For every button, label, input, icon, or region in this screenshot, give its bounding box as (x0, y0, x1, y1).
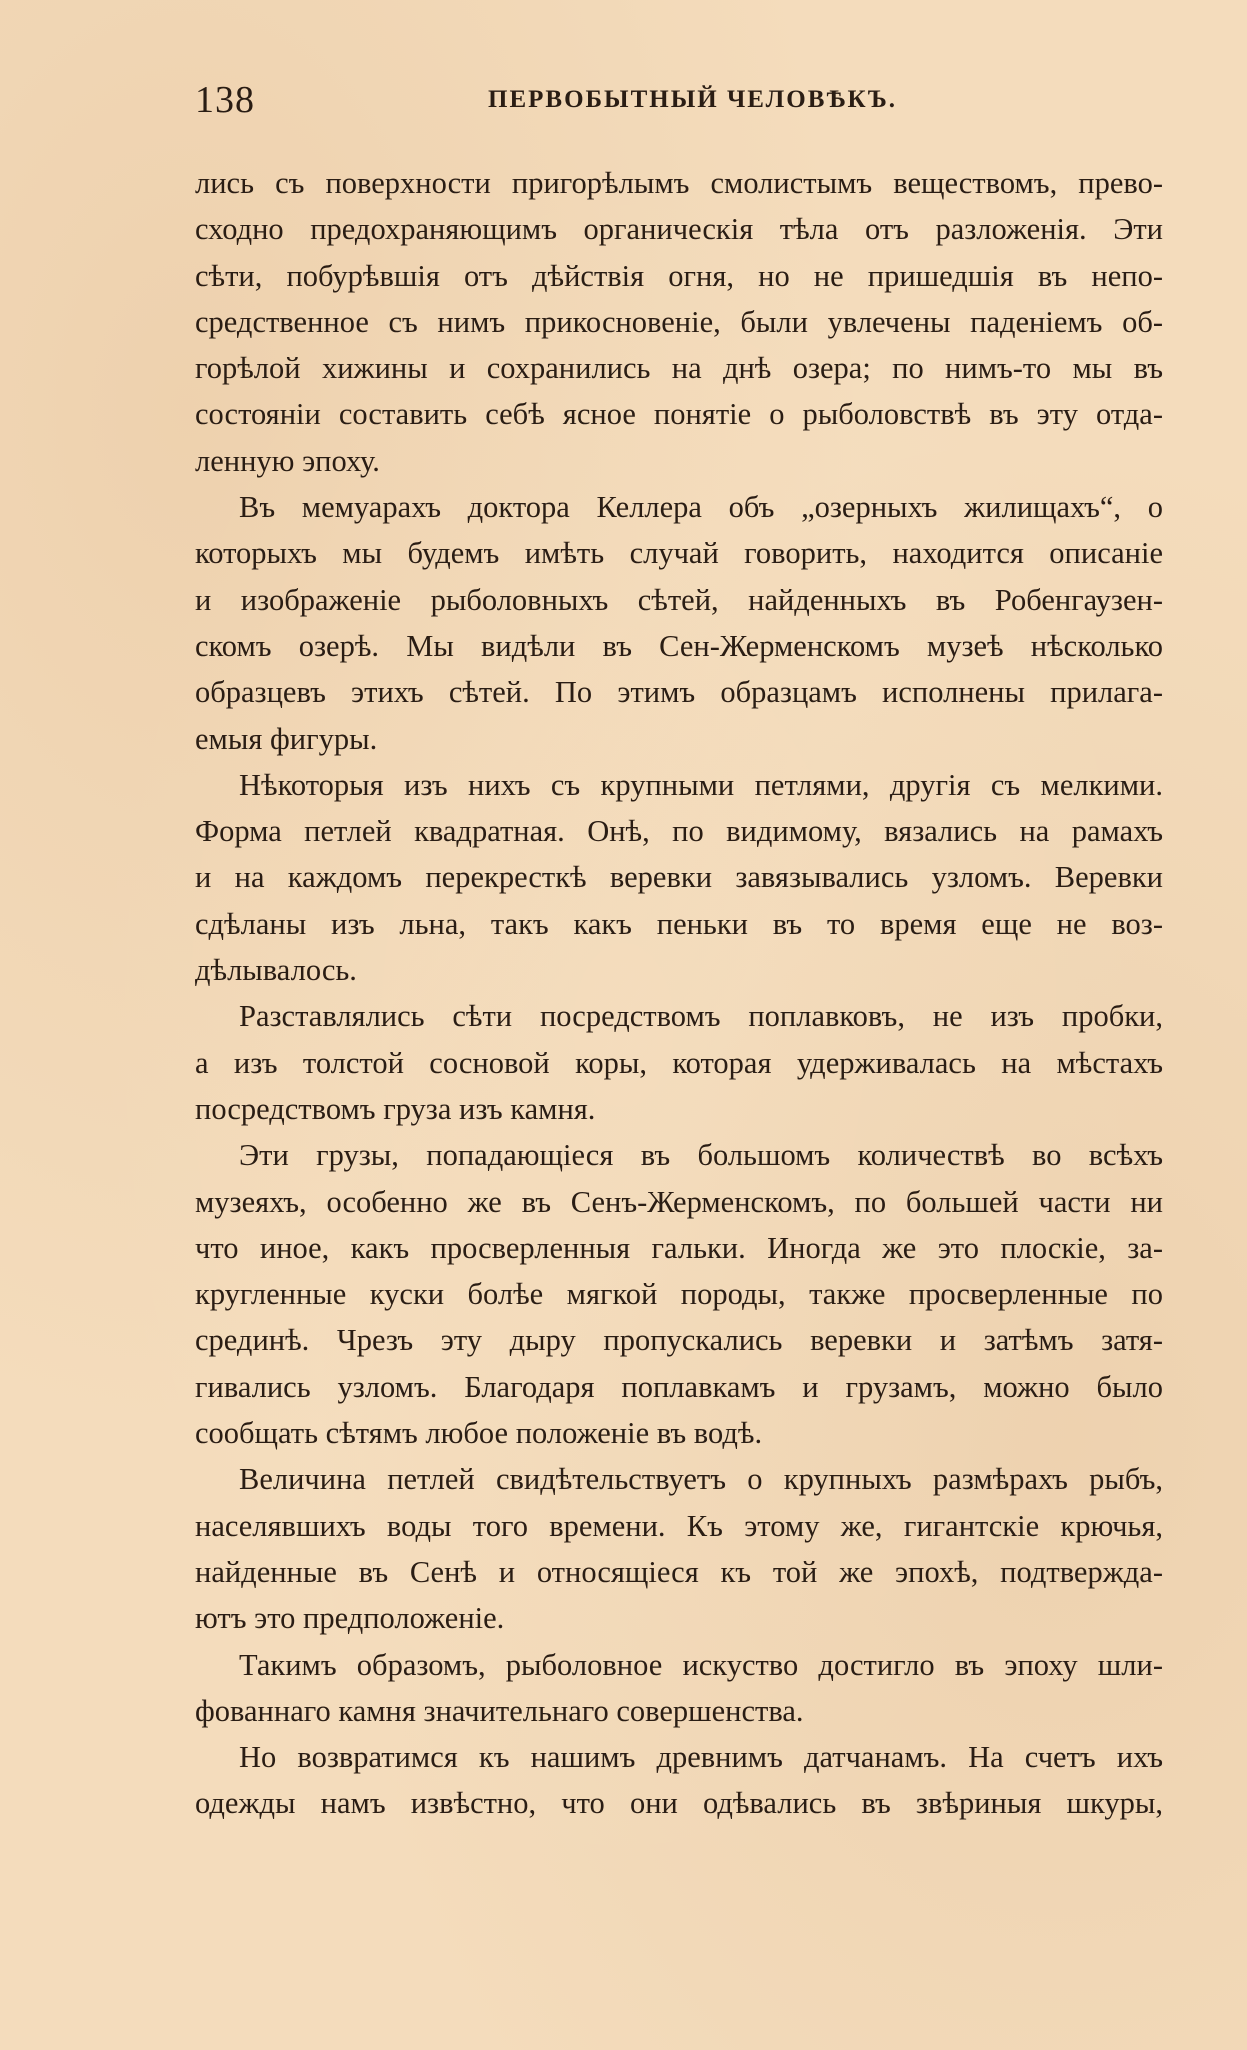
text-line: скомъ озерѣ. Мы видѣли въ Сен-Жерменскомъ музеѣ нѣсколько (195, 628, 1163, 663)
text-line: и изображеніе рыболовныхъ сѣтей, найденныхъ въ Робенгаузен- (195, 582, 1163, 617)
text-line: срединѣ. Чрезъ эту дыру пропускались веревки и затѣмъ затя- (195, 1323, 1163, 1358)
text-line: Нѣкоторыя изъ нихъ съ крупными петлями, другія съ мелкими. (239, 767, 1163, 802)
text-line: ленную эпоху. (195, 443, 380, 478)
text-line: Но возвратимся къ нашимъ древнимъ датчанамъ. На счетъ ихъ (239, 1740, 1163, 1775)
text-line: и на каждомъ перекресткѣ веревки завязывались узломъ. Веревки (195, 860, 1163, 895)
text-line: сдѣланы изъ льна, такъ какъ пеньки въ то время еще не воз- (195, 906, 1163, 941)
page-header (195, 78, 1160, 128)
text-line: Такимъ образомъ, рыболовное искуство достигло въ эпоху шли- (239, 1647, 1163, 1682)
text-line: а изъ толстой сосновой коры, которая удерживалась на мѣстахъ (195, 1045, 1163, 1080)
text-line: фованнаго камня значительнаго совершенства. (195, 1693, 804, 1728)
page-number: 138 (195, 79, 255, 121)
text-line: емыя фигуры. (195, 721, 378, 756)
body-text (195, 160, 1163, 1827)
text-line: сѣти, побурѣвшія отъ дѣйствія огня, но не пришедшія въ непо- (195, 258, 1163, 293)
text-line: населявшихъ воды того времени. Къ этому же, гигантскіе крючья, (195, 1508, 1163, 1543)
text-line: сходно предохраняющимъ органическія тѣла отъ разложенія. Эти (195, 212, 1163, 247)
text-line: лись съ поверхности пригорѣлымъ смолистымъ веществомъ, прево- (195, 166, 1163, 200)
text-line: горѣлой хижины и сохранились на днѣ озера; по нимъ-то мы въ (195, 351, 1163, 386)
text-line: одежды намъ извѣстно, что они одѣвались въ звѣриныя шкуры, (195, 1786, 1163, 1821)
text-line: Эти грузы, попадающіеся въ большомъ количествѣ во всѣхъ (239, 1138, 1163, 1173)
text-line: Форма петлей квадратная. Онѣ, по видимому, вязались на рамахъ (195, 814, 1163, 849)
text-line: которыхъ мы будемъ имѣть случай говорить, находится описаніе (195, 536, 1163, 571)
text-line: гивались узломъ. Благодаря поплавкамъ и грузамъ, можно было (195, 1369, 1163, 1404)
text-line: образцевъ этихъ сѣтей. По этимъ образцамъ исполнены прилага- (195, 675, 1163, 710)
text-line: дѣлывалось. (195, 953, 357, 988)
text-line: ютъ это предположеніе. (195, 1601, 505, 1636)
text-line: состояніи составить себѣ ясное понятіе о рыболовствѣ въ эту отда- (195, 397, 1163, 432)
text-line: музеяхъ, особенно же въ Сенъ-Жерменскомъ, по большей части ни (195, 1184, 1163, 1219)
running-title: ПЕРВОБЫТНЫЙ ЧЕЛОВѢКЪ. (488, 86, 897, 113)
text-line: Величина петлей свидѣтельствуетъ о крупныхъ размѣрахъ рыбъ, (239, 1462, 1163, 1497)
text-line: кругленные куски болѣе мягкой породы, также просверленные по (195, 1277, 1163, 1312)
text-line: сообщать сѣтямъ любое положеніе въ водѣ. (195, 1416, 763, 1451)
text-line: посредствомъ груза изъ камня. (195, 1091, 596, 1126)
text-line: что иное, какъ просверленныя гальки. Иногда же это плоскіе, за- (195, 1230, 1163, 1265)
text-line: найденные въ Сенѣ и относящіеся къ той же эпохѣ, подтвержда- (195, 1554, 1163, 1589)
text-line: Разставлялись сѣти посредствомъ поплавковъ, не изъ пробки, (239, 999, 1163, 1034)
text-line: Въ мемуарахъ доктора Келлера объ „озерныхъ жилищахъ“, о (239, 490, 1163, 525)
text-line: средственное съ нимъ прикосновеніе, были увлечены паденіемъ об- (195, 304, 1163, 339)
